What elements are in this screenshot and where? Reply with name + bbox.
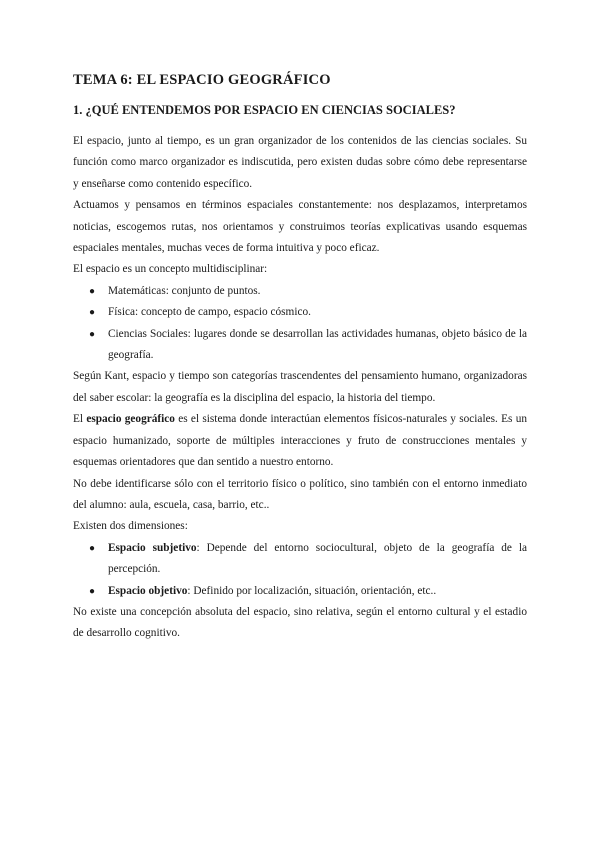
list-item: [73, 538, 527, 581]
bullet-icon: ●: [89, 285, 96, 297]
list-item: [73, 281, 527, 302]
document-page: [73, 72, 527, 645]
list-item-text: Ciencias Sociales: lugares donde se desarrollan las actividades humanas, objeto básico de la geografía.: [108, 327, 527, 362]
list-item: [73, 581, 527, 602]
paragraph-geographic-space: [73, 409, 527, 473]
bullet-icon: ●: [89, 585, 96, 597]
list-item-text: Matemáticas: conjunto de puntos.: [108, 284, 261, 297]
paragraph-intro: El espacio, junto al tiempo, es un gran organizador de los contenidos de las ciencias sociales. Su función como marco organizador es indiscutida, pero existen dudas sobre cómo debe representarse y enseñarse como contenido específico.: [73, 135, 527, 190]
bullet-icon: ●: [89, 307, 96, 319]
paragraph-conclusion: No existe una concepción absoluta del espacio, sino relativa, según el entorno cultural y el estadio de desarrollo cognitivo.: [73, 605, 527, 640]
bold-term: espacio geográfico: [86, 413, 175, 426]
paragraph-multidisciplinary: El espacio es un concepto multidisciplinar:: [73, 263, 268, 276]
dimension-description: : Depende del entorno sociocultural, objeto de la geografía de la percepción.: [108, 541, 527, 576]
paragraph-text: es el sistema donde interactúan elementos físicos-naturales y sociales. Es un espacio humanizado, soporte de múltiples interacciones y fruto de construcciones mentales y esquemas orientadores que dan sentido a nuestro entorno.: [73, 413, 527, 469]
paragraph-text: El: [73, 413, 87, 426]
dimension-description: : Definido por localización, situación, orientación, etc..: [187, 584, 437, 597]
bullet-icon: ●: [89, 542, 96, 554]
dimension-term: Espacio subjetivo: [108, 541, 197, 554]
dimensions-list: [73, 538, 527, 602]
list-item: [73, 302, 527, 323]
page-title: TEMA 6: EL ESPACIO GEOGRÁFICO: [73, 72, 331, 88]
disciplines-list: [73, 281, 527, 367]
paragraph-territory: No debe identificarse sólo con el territorio físico o político, sino también con el entorno inmediato del alumno: aula, escuela, casa, barrio, etc..: [73, 477, 527, 511]
list-item: [73, 324, 527, 367]
bullet-icon: ●: [89, 328, 96, 340]
dimension-term: Espacio objetivo: [108, 584, 188, 597]
paragraph-kant: Según Kant, espacio y tiempo son categorías trascendentes del pensamiento humano, organizadoras del saber escolar: la geografía es la disciplina del espacio, la historia del tiempo.: [73, 370, 527, 404]
paragraph-dimensions: Existen dos dimensiones:: [73, 520, 188, 533]
list-item-text: Física: concepto de campo, espacio cósmico.: [108, 306, 311, 319]
paragraph-spatial-thinking: Actuamos y pensamos en términos espaciales constantemente: nos desplazamos, interpretamos noticias, escogemos rutas, nos orientamos y construimos teorías explicativas usando esquemas espaciales mentales, muchas veces de forma intuitiva y poco eficaz.: [73, 199, 527, 255]
section-heading: 1. ¿QUÉ ENTENDEMOS POR ESPACIO EN CIENCIAS SOCIALES?: [73, 103, 456, 117]
